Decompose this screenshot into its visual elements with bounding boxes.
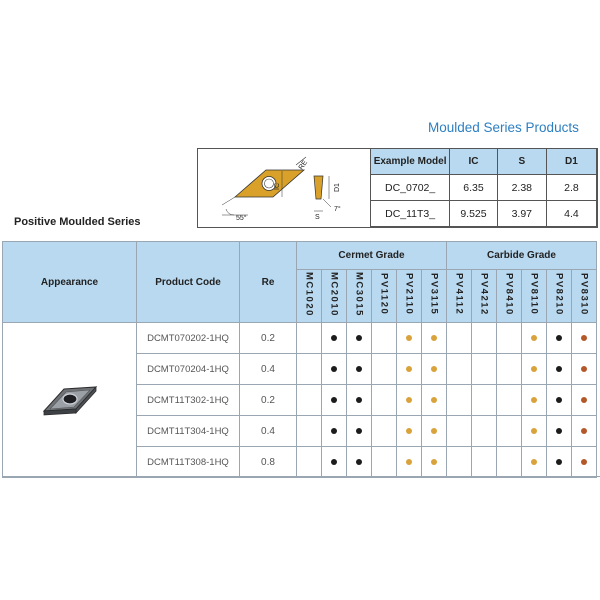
appearance-cell bbox=[3, 323, 137, 478]
grade-cell bbox=[547, 385, 572, 416]
availability-dot bbox=[406, 397, 412, 403]
grade-label: PV8210 bbox=[553, 273, 565, 316]
availability-dot bbox=[531, 397, 537, 403]
availability-dot bbox=[356, 428, 362, 434]
grade-cell bbox=[322, 354, 347, 385]
spec-row bbox=[371, 201, 597, 227]
d1-label: D1 bbox=[334, 183, 341, 192]
spec-cell: 4.4 bbox=[546, 201, 596, 227]
grade-label: PV1120 bbox=[378, 273, 390, 316]
grade-cell bbox=[447, 385, 472, 416]
insert-side-view bbox=[314, 176, 323, 199]
grade-cell bbox=[447, 323, 472, 354]
availability-dot bbox=[356, 397, 362, 403]
product-code-cell: DCMT070202-1HQ bbox=[137, 323, 240, 354]
availability-dot bbox=[556, 335, 562, 341]
spec-cell: 2.38 bbox=[497, 175, 546, 201]
grade-cell bbox=[572, 447, 597, 478]
grade-label: MC1020 bbox=[303, 272, 315, 317]
grade-cell bbox=[297, 447, 322, 478]
product-code-cell: DCMT11T308-1HQ bbox=[137, 447, 240, 478]
grade-label: MC3015 bbox=[353, 272, 365, 317]
availability-dot bbox=[331, 397, 337, 403]
grade-header bbox=[397, 270, 422, 323]
spec-header-s: S bbox=[497, 149, 546, 175]
spec-cell: 2.8 bbox=[546, 175, 596, 201]
grade-cell bbox=[322, 416, 347, 447]
spec-row bbox=[371, 175, 597, 201]
grade-cell bbox=[322, 323, 347, 354]
availability-dot bbox=[331, 366, 337, 372]
ic-label: IC bbox=[274, 183, 281, 190]
grade-cell bbox=[522, 354, 547, 385]
availability-dot bbox=[406, 428, 412, 434]
spec-header-d1: D1 bbox=[546, 149, 596, 175]
grade-cell bbox=[422, 447, 447, 478]
grade-cell bbox=[497, 416, 522, 447]
grade-cell bbox=[372, 354, 397, 385]
availability-dot bbox=[431, 335, 437, 341]
s-label: S bbox=[315, 214, 320, 221]
grade-cell bbox=[397, 354, 422, 385]
grade-cell bbox=[472, 447, 497, 478]
grade-cell bbox=[547, 323, 572, 354]
availability-dot bbox=[356, 366, 362, 372]
availability-dot bbox=[581, 366, 587, 372]
grade-cell bbox=[522, 385, 547, 416]
availability-dot bbox=[531, 459, 537, 465]
spec-header-row bbox=[371, 149, 597, 175]
grade-cell bbox=[297, 416, 322, 447]
grade-cell bbox=[572, 385, 597, 416]
header-product-code: Product Code bbox=[137, 242, 240, 323]
grade-cell bbox=[347, 385, 372, 416]
availability-dot bbox=[531, 335, 537, 341]
grade-cell bbox=[347, 323, 372, 354]
grade-cell bbox=[422, 323, 447, 354]
grade-cell bbox=[572, 416, 597, 447]
grade-header bbox=[322, 270, 347, 323]
grade-header bbox=[497, 270, 522, 323]
re-cell: 0.2 bbox=[240, 323, 297, 354]
grade-cell bbox=[497, 447, 522, 478]
table-bottom-rule bbox=[2, 476, 600, 477]
grade-cell bbox=[447, 354, 472, 385]
spec-cell: 3.97 bbox=[497, 201, 546, 227]
re-cell: 0.2 bbox=[240, 385, 297, 416]
grade-cell bbox=[397, 416, 422, 447]
availability-dot bbox=[431, 428, 437, 434]
grade-cell bbox=[522, 416, 547, 447]
product-code-cell: DCMT11T302-1HQ bbox=[137, 385, 240, 416]
availability-dot bbox=[431, 366, 437, 372]
spec-cell: DC_11T3_ bbox=[371, 201, 450, 227]
grade-cell bbox=[522, 447, 547, 478]
re-cell: 0.8 bbox=[240, 447, 297, 478]
spec-cell: DC_0702_ bbox=[371, 175, 450, 201]
availability-dot bbox=[431, 459, 437, 465]
spec-cell: 9.525 bbox=[450, 201, 497, 227]
grade-cell bbox=[497, 323, 522, 354]
availability-dot bbox=[581, 428, 587, 434]
product-code-cell: DCMT070204-1HQ bbox=[137, 354, 240, 385]
grade-cell bbox=[297, 323, 322, 354]
product-table bbox=[2, 241, 597, 478]
header-carbide-grade: Carbide Grade bbox=[447, 242, 597, 270]
availability-dot bbox=[556, 397, 562, 403]
table-row bbox=[3, 323, 597, 354]
re-cell: 0.4 bbox=[240, 416, 297, 447]
grade-cell bbox=[422, 385, 447, 416]
grade-header bbox=[472, 270, 497, 323]
group-header-row bbox=[3, 242, 597, 270]
spec-block bbox=[197, 148, 598, 228]
grade-cell bbox=[547, 416, 572, 447]
header-cermet-grade: Cermet Grade bbox=[297, 242, 447, 270]
spec-header-ic: IC bbox=[450, 149, 497, 175]
header-appearance: Appearance bbox=[3, 242, 137, 323]
grade-label: PV8410 bbox=[503, 273, 515, 316]
grade-label: PV8110 bbox=[528, 273, 540, 316]
grade-header bbox=[547, 270, 572, 323]
grade-cell bbox=[297, 385, 322, 416]
availability-dot bbox=[406, 459, 412, 465]
grade-cell bbox=[372, 385, 397, 416]
section-title: Positive Moulded Series bbox=[14, 216, 141, 228]
availability-dot bbox=[356, 459, 362, 465]
availability-dot bbox=[556, 459, 562, 465]
re-cell: 0.4 bbox=[240, 354, 297, 385]
grade-cell bbox=[522, 323, 547, 354]
availability-dot bbox=[356, 335, 362, 341]
grade-cell bbox=[372, 416, 397, 447]
grade-label: PV3115 bbox=[428, 273, 440, 316]
grade-cell bbox=[547, 447, 572, 478]
header-re: Re bbox=[240, 242, 297, 323]
grade-cell bbox=[422, 354, 447, 385]
grade-cell bbox=[397, 385, 422, 416]
grade-label: PV8310 bbox=[578, 273, 590, 316]
grade-cell bbox=[447, 447, 472, 478]
grade-cell bbox=[347, 447, 372, 478]
grade-header bbox=[422, 270, 447, 323]
availability-dot bbox=[331, 459, 337, 465]
grade-cell bbox=[322, 385, 347, 416]
grade-label: PV4112 bbox=[453, 273, 465, 316]
page-title: Moulded Series Products bbox=[428, 120, 579, 135]
grade-label: PV2110 bbox=[403, 273, 415, 316]
grade-header bbox=[572, 270, 597, 323]
grade-cell bbox=[472, 354, 497, 385]
product-code-cell: DCMT11T304-1HQ bbox=[137, 416, 240, 447]
grade-cell bbox=[472, 385, 497, 416]
availability-dot bbox=[581, 397, 587, 403]
availability-dot bbox=[331, 428, 337, 434]
insert-dimension-diagram bbox=[198, 149, 370, 227]
availability-dot bbox=[431, 397, 437, 403]
availability-dot bbox=[581, 459, 587, 465]
grade-cell bbox=[347, 416, 372, 447]
grade-cell bbox=[422, 416, 447, 447]
grade-cell bbox=[572, 323, 597, 354]
availability-dot bbox=[556, 366, 562, 372]
availability-dot bbox=[531, 366, 537, 372]
availability-dot bbox=[406, 366, 412, 372]
grade-cell bbox=[572, 354, 597, 385]
insert-image bbox=[40, 381, 100, 417]
grade-cell bbox=[297, 354, 322, 385]
grade-label: PV4212 bbox=[478, 273, 490, 316]
grade-header bbox=[297, 270, 322, 323]
grade-cell bbox=[472, 323, 497, 354]
grade-cell bbox=[497, 354, 522, 385]
grade-header bbox=[447, 270, 472, 323]
re-label: RE bbox=[297, 159, 310, 172]
spec-table bbox=[370, 148, 597, 227]
availability-dot bbox=[331, 335, 337, 341]
availability-dot bbox=[581, 335, 587, 341]
grade-cell bbox=[547, 354, 572, 385]
spec-header-model: Example Model bbox=[371, 149, 450, 175]
grade-cell bbox=[497, 385, 522, 416]
grade-cell bbox=[372, 447, 397, 478]
availability-dot bbox=[406, 335, 412, 341]
grade-cell bbox=[322, 447, 347, 478]
grade-header bbox=[347, 270, 372, 323]
grade-cell bbox=[347, 354, 372, 385]
grade-cell bbox=[472, 416, 497, 447]
availability-dot bbox=[556, 428, 562, 434]
availability-dot bbox=[531, 428, 537, 434]
clearance-label: 7° bbox=[334, 206, 341, 213]
grade-cell bbox=[372, 323, 397, 354]
spec-cell: 6.35 bbox=[450, 175, 497, 201]
grade-header bbox=[372, 270, 397, 323]
grade-header bbox=[522, 270, 547, 323]
grade-label: MC2010 bbox=[328, 272, 340, 317]
angle-label: 55° bbox=[236, 215, 247, 222]
grade-cell bbox=[397, 323, 422, 354]
grade-cell bbox=[397, 447, 422, 478]
grade-cell bbox=[447, 416, 472, 447]
